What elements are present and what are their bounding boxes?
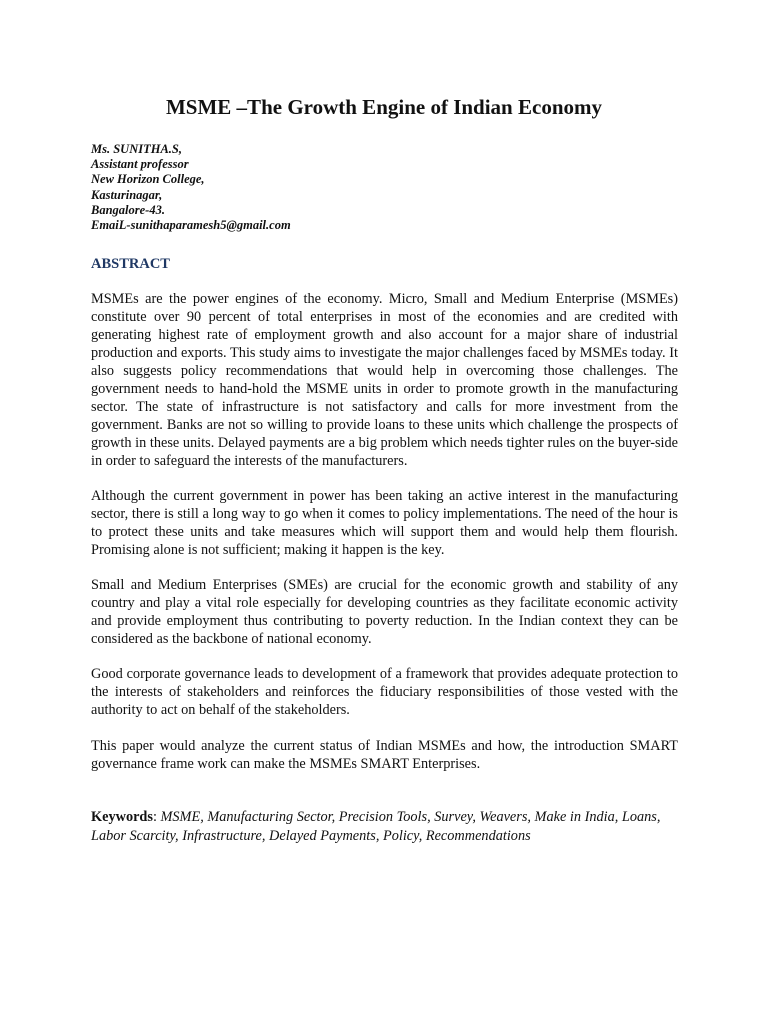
keywords xyxy=(91,808,678,846)
author-city: Bangalore-43. xyxy=(91,202,165,217)
abstract-paragraph: Good corporate governance leads to development of a framework that provides adequate protection to the interests of stakeholders and reinforces the fiduciary responsibilities of those vested with the authority to act on behalf of the stakeholders. xyxy=(91,666,678,718)
keywords-list: MSME, Manufacturing Sector, Precision Tools, Survey, Weavers, Make in India, Loans, Labor Scarcity, Infrastructure, Delayed Payments, Policy, Recommendations xyxy=(91,809,661,844)
author-area: Kasturinagar, xyxy=(91,187,163,202)
keywords-separator: : xyxy=(152,809,161,825)
abstract-heading: ABSTRACT xyxy=(91,256,170,272)
keywords-label: Keywords xyxy=(91,809,153,825)
abstract-paragraph: Small and Medium Enterprises (SMEs) are crucial for the economic growth and stability of any country and play a vital role especially for developing countries as they facilitate economic activity and provide employment thus contributing to poverty reduction. In the Indian context they can be considered as the backbone of national economy. xyxy=(91,577,678,647)
abstract-paragraph: MSMEs are the power engines of the economy. Micro, Small and Medium Enterprise (MSMEs) constitute over 90 percent of total enterprises in most of the economies and are credited with generating highest rate of employment growth and also account for a major share of industrial production and exports. This study aims to investigate the major challenges faced by MSMEs today. It also suggests policy recommendations that would help in overcoming those challenges. The government needs to hand-hold the MSME units in order to promote growth in the manufacturing sector. The state of infrastructure is not satisfactory and calls for more investment from the government. Banks are not so willing to provide loans to these units which challenge the prospects of growth in these units. Delayed payments are a big problem which needs tighter rules on the buyer-side in order to safeguard the interests of the manufacturers. xyxy=(91,291,678,469)
paper-title: MSME –The Growth Engine of Indian Economy xyxy=(165,95,602,119)
author-name: Ms. SUNITHA.S, xyxy=(91,142,182,156)
author-block xyxy=(91,142,291,233)
author-email: EmaiL-sunithaparamesh5@gmail.com xyxy=(91,218,291,233)
abstract-paragraph: Although the current government in power has been taking an active interest in the manufacturing sector, there is still a long way to go when it comes to policy implementations. The need of the hour is to protect these units and take measures which will support them and would help them flourish. Promising alone is not sufficient; making it happen is the key. xyxy=(91,488,678,558)
author-position: Assistant professor xyxy=(91,157,189,172)
author-institution: New Horizon College, xyxy=(91,172,205,187)
abstract-paragraph: This paper would analyze the current status of Indian MSMEs and how, the introduction SMART governance frame work can make the MSMEs SMART Enterprises. xyxy=(91,738,678,772)
